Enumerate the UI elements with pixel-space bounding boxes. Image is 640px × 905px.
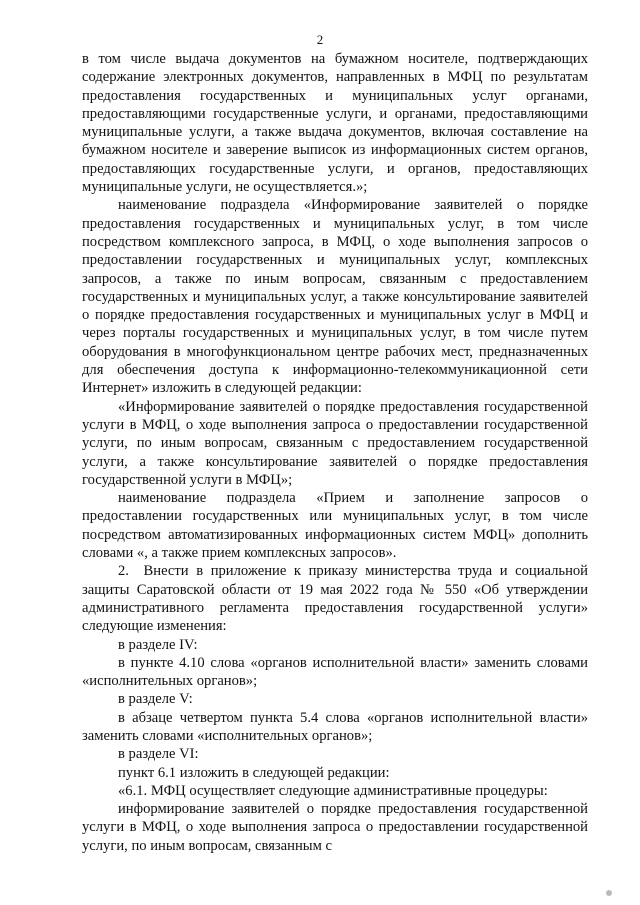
paragraph-section-vi: в разделе VI: — [118, 746, 199, 763]
paragraph-new-wording-informing: «Информирование заявителей о порядке предоставления государственной услуги в МФЦ, о ходе выполнения запроса о предоставлении государственной услуги, по иным вопросам, связанным с предоставлением государственной услуги, а также консультирование заявителей о порядке предоставления государственной услуги в МФЦ»; — [82, 398, 588, 488]
page-number: 2 — [316, 32, 324, 47]
document-body — [82, 50, 588, 855]
paragraph-informing-procedure: информирование заявителей о порядке предоставления государственной услуги в МФЦ, о ходе выполнения запроса о предоставлении государственной услуги, по иным вопросам, связанным с — [82, 801, 588, 854]
paragraph-section-iv: в разделе IV: — [118, 636, 198, 653]
scan-dot — [606, 890, 612, 896]
paragraph-point-5-4: в абзаце четвертом пункта 5.4 слова «органов исполнительной власти» заменить словами «исполнительных органов»; — [82, 709, 588, 744]
paragraph-continuation: в том числе выдача документов на бумажном носителе, подтверждающих содержание электронных документов, направленных в МФЦ по результатам предоставления государственных и муниципальных услуг органами, предоставляющими государственные услуги, и органами, предоставляющими муниципальные услуги, а также выдача документов, включая составление на бумажном носителе и заверение выписок из информационных систем органов, предоставляющих государственные услуги, и органов, предоставляющих муниципальные услуги, не осуществляется.»; — [82, 51, 588, 196]
paragraph-subsection-informing: наименование подраздела «Информирование заявителей о порядке предоставления государственных и муниципальных услуг, в том числе посредством комплексного запроса, в МФЦ, о ходе выполнения запросов о предоставлении государственных и муниципальных услуг, комплексных запросов, а также по иным вопросам, связанным с предоставлением государственных и муниципальных услуг, а также консультирование заявителей о порядке предоставления государственных и муниципальных услуг в МФЦ и через порталы государственных и муниципальных услуг, в том числе путем оборудования в многофункциональном центре рабочих мест, предназначенных для обеспечения доступа к информационно-телекоммуникационной сети Интернет» изложить в следующей редакции: — [82, 197, 588, 397]
paragraph-section-v: в разделе V: — [118, 691, 193, 708]
paragraph-item-2: 2. Внести в приложение к приказу министерства труда и социальной защиты Саратовской области от 19 мая 2022 года № 550 «Об утверждении административного регламента предоставления государственной услуги» следующие изменения: — [82, 563, 588, 635]
paragraph-subsection-receiving: наименование подраздела «Прием и заполнение запросов о предоставлении государственных или муниципальных услуг, в том числе посредством автоматизированных информационных систем МФЦ» дополнить словами «, а также прием комплексных запросов». — [82, 490, 588, 562]
paragraph-point-4-10: в пункте 4.10 слова «органов исполнительной власти» заменить словами «исполнительных органов»; — [82, 654, 588, 690]
paragraph-6-1-intro: «6.1. МФЦ осуществляет следующие административные процедуры: — [118, 782, 548, 799]
paragraph-point-6-1: пункт 6.1 изложить в следующей редакции: — [118, 764, 390, 781]
